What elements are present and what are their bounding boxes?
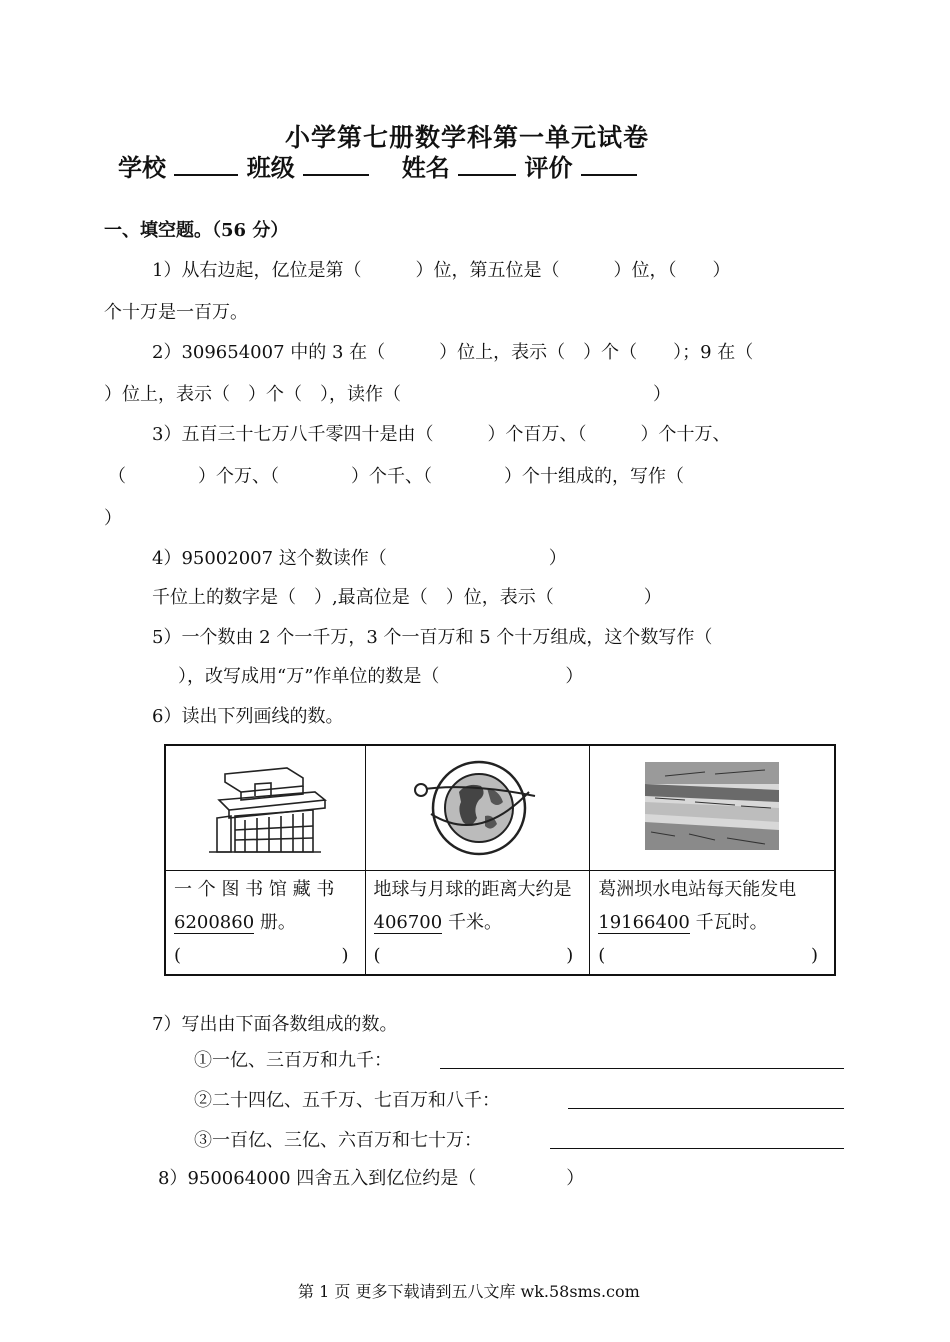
q3-line3: ）: [104, 508, 122, 529]
library-text-cell: [165, 871, 365, 976]
grade-label: 评价: [524, 153, 573, 182]
dam-photo-icon: [645, 762, 779, 850]
class-label: 班级: [246, 153, 295, 182]
q1-line1: 1）从右边起，亿位是第（ ）位，第五位是（ ）位，（ ）: [152, 260, 731, 281]
dam-answer-blank[interactable]: ( ): [598, 945, 818, 966]
library-building-icon: [195, 756, 335, 856]
library-text-pre: 一 个 图 书 馆 藏 书: [174, 879, 335, 900]
name-label: 姓名: [401, 153, 450, 182]
dam-text-cell: [590, 871, 835, 976]
dam-text-pre: 葛洲坝水电站每天能发电: [598, 879, 797, 900]
dam-number: 19166400: [598, 912, 690, 933]
earth-number: 406700: [373, 912, 443, 933]
q7-item-3-answer-line[interactable]: [550, 1148, 844, 1149]
q6-prompt: 6）读出下列画线的数。: [152, 706, 344, 727]
info-header: [118, 148, 637, 183]
q1-line2: 个十万是一百万。: [104, 302, 248, 323]
q7-item-1-answer-line[interactable]: [440, 1068, 844, 1069]
earth-text-post: 千米。: [447, 912, 502, 933]
earth-text-cell: [365, 871, 590, 976]
dam-image-cell: [590, 745, 835, 871]
grade-blank[interactable]: [581, 154, 637, 176]
school-label: 学校: [118, 153, 166, 182]
earth-image-cell: [365, 745, 590, 871]
q5-line2: ），改写成用“万”作单位的数是（ ）: [178, 666, 584, 687]
q7-prompt: 7）写出由下面各数组成的数。: [152, 1014, 398, 1035]
name-blank[interactable]: [458, 154, 516, 176]
earth-answer-blank[interactable]: ( ): [373, 945, 574, 966]
library-number: 6200860: [174, 912, 255, 933]
q2-line2: ）位上，表示（ ）个（ ），读作（ ）: [104, 384, 671, 405]
section-heading: 一、填空题。（56 分）: [104, 220, 289, 241]
q5-line1: 5）一个数由 2 个一千万，3 个一百万和 5 个十万组成，这个数写作（: [152, 627, 713, 648]
q3-line1: 3）五百三十七万八千零四十是由（ ）个百万、（ ）个十万、: [152, 424, 731, 445]
page-title: 小学第七册数学科第一单元试卷: [285, 123, 650, 152]
q7-item-2: ②二十四亿、五千万、七百万和八千：: [194, 1090, 500, 1111]
library-answer-blank[interactable]: ( ): [174, 945, 349, 966]
q2-line1: 2）309654007 中的 3 在（ ）位上，表示（ ）个（ ）；9 在（: [152, 342, 754, 363]
q4-line1: 4）95002007 这个数读作（ ）: [152, 548, 567, 569]
library-image-cell: [165, 745, 365, 871]
q7-item-2-answer-line[interactable]: [568, 1108, 844, 1109]
q8-prompt: 8）950064000 四舍五入到亿位约是（ ）: [158, 1168, 585, 1189]
earth-moon-icon: [407, 752, 547, 860]
q7-item-1: ①一亿、三百万和九千：: [194, 1050, 392, 1071]
dam-text-post: 千瓦时。: [695, 912, 768, 933]
school-blank[interactable]: [174, 154, 238, 176]
q7-item-3: ③一百亿、三亿、六百万和七十万：: [194, 1130, 482, 1151]
page-footer: 第 1 页 更多下载请到五八文库 wk.58sms.com: [298, 1282, 640, 1301]
q6-table: [164, 744, 836, 976]
q3-line2: （ ）个万、（ ）个千、（ ）个十组成的，写作（: [108, 466, 684, 487]
q4-line2: 千位上的数字是（ ）,最高位是（ ）位，表示（ ）: [152, 587, 662, 608]
class-blank[interactable]: [303, 154, 369, 176]
library-text-post: 册。: [259, 912, 296, 933]
earth-text-pre: 地球与月球的距离大约是: [373, 879, 572, 900]
